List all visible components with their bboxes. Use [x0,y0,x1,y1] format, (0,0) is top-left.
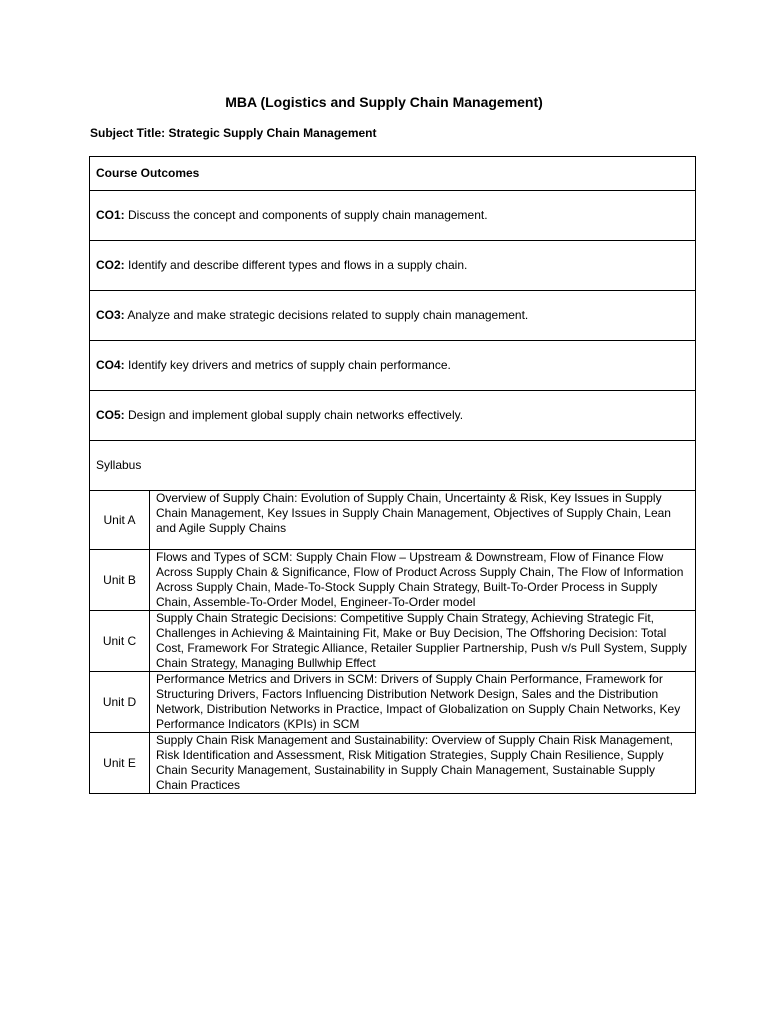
unit-description: Flows and Types of SCM: Supply Chain Flow – Upstream & Downstream, Flow of Finance Flow Across Supply Chain & Significance, Flow of Product Across Supply Chain, The Flow of Information Across Supply Chain, Made-To-Stock Supply Chain Strategy, Built-To-Order Process in Supply Chain, Assemble-To-Order Model, Engineer-To-Order model [150,550,696,611]
course-outcome-cell [90,391,696,441]
table-row [90,550,696,611]
syllabus-header: Syllabus [90,441,696,491]
unit-label: Unit B [90,550,150,611]
course-outcomes-header-row [90,157,696,191]
table-row [90,672,696,733]
course-outcomes-header: Course Outcomes [90,157,696,191]
table-row [90,241,696,291]
table-row [90,391,696,441]
unit-label: Unit D [90,672,150,733]
table-row [90,611,696,672]
table-row [90,191,696,241]
course-outcome-text: Analyze and make strategic decisions related to supply chain management. [127,308,529,322]
subject-title-label: Subject Title: [90,126,166,140]
course-outcome-text: Design and implement global supply chain networks effectively. [128,408,464,422]
table-row [90,291,696,341]
course-outcomes-table [89,156,696,794]
course-outcome-code: CO3: [96,308,125,322]
unit-description: Performance Metrics and Drivers in SCM: Drivers of Supply Chain Performance, Framework for Structuring Drivers, Factors Influencing Distribution Network Design, Sales and the Distribution Network, Distribution Networks in Practice, Impact of Globalization on Supply Chain Networks, Key Performance Indicators (KPIs) in SCM [150,672,696,733]
course-outcome-cell [90,241,696,291]
course-outcome-code: CO2: [96,258,125,272]
unit-description: Supply Chain Strategic Decisions: Competitive Supply Chain Strategy, Achieving Strategic Fit, Challenges in Achieving & Maintaining Fit, Make or Buy Decision, The Offshoring Decision: Total Cost, Framework For Strategic Alliance, Retailer Supplier Partnership, Push v/s Pull System, Supply Chain Strategy, Managing Bullwhip Effect [150,611,696,672]
course-outcome-cell [90,341,696,391]
course-outcome-code: CO5: [96,408,125,422]
unit-label: Unit A [90,491,150,550]
table-row [90,733,696,794]
course-outcome-text: Identify and describe different types and flows in a supply chain. [128,258,468,272]
unit-description: Overview of Supply Chain: Evolution of Supply Chain, Uncertainty & Risk, Key Issues in Supply Chain Management, Key Issues in Supply Chain Management, Objectives of Supply Chain, Lean and Agile Supply Chains [150,491,696,550]
course-outcome-cell [90,291,696,341]
unit-label: Unit E [90,733,150,794]
unit-description: Supply Chain Risk Management and Sustainability: Overview of Supply Chain Risk Management, Risk Identification and Assessment, Risk Mitigation Strategies, Supply Chain Resilience, Supply Chain Security Management, Sustainability in Supply Chain Management, Sustainable Supply Chain Practices [150,733,696,794]
course-outcome-code: CO4: [96,358,125,372]
document-title: MBA (Logistics and Supply Chain Management) [225,94,543,110]
subject-title-value: Strategic Supply Chain Management [168,126,377,140]
course-outcome-code: CO1: [96,208,125,222]
subject-title [90,124,377,142]
course-outcome-text: Identify key drivers and metrics of supply chain performance. [128,358,451,372]
table-row [90,491,696,550]
table-row [90,341,696,391]
course-outcome-cell [90,191,696,241]
course-outcome-text: Discuss the concept and components of supply chain management. [128,208,488,222]
unit-label: Unit C [90,611,150,672]
syllabus-header-row [90,441,696,491]
